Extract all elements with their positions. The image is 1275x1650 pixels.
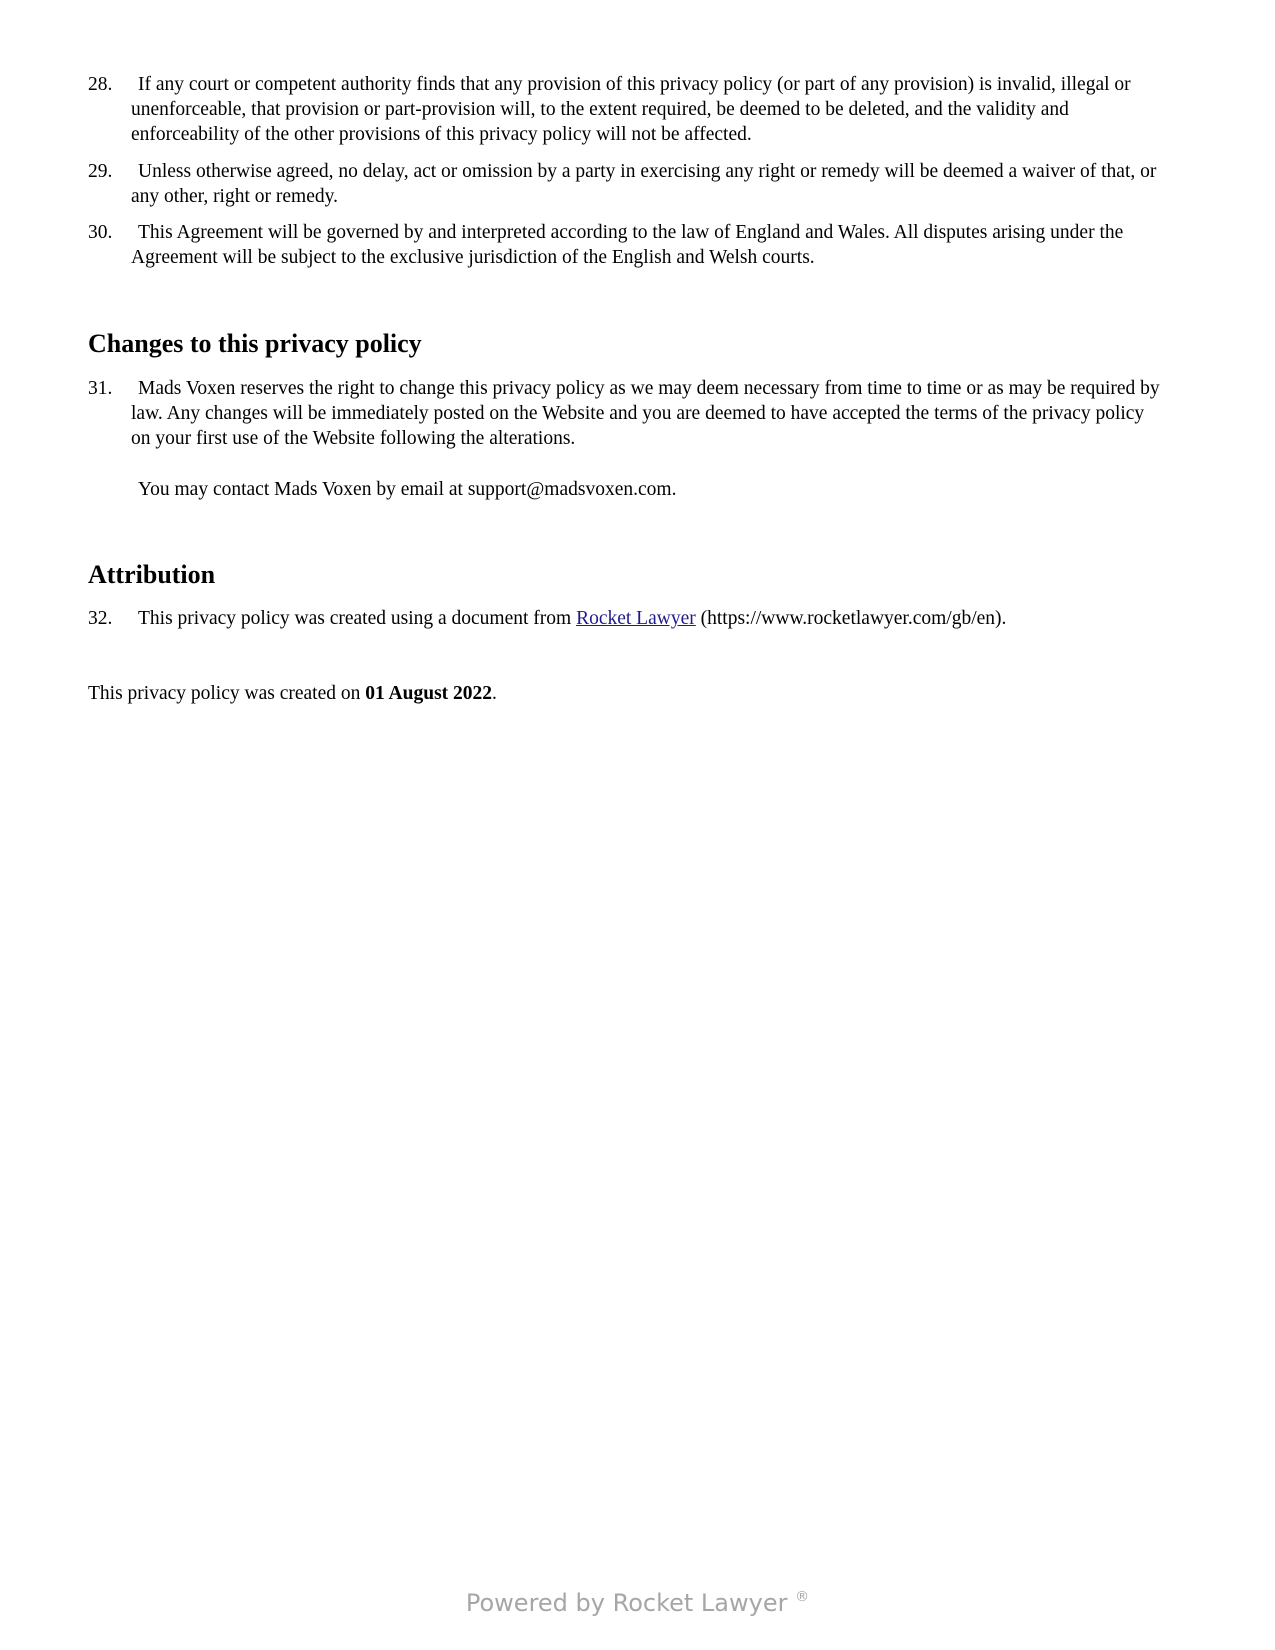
contact-line: You may contact Mads Voxen by email at support@madsvoxen.com. <box>138 479 677 500</box>
clause-number: 32. <box>88 608 113 629</box>
attribution-heading: Attribution <box>88 560 216 589</box>
clause-number: 31. <box>88 378 113 399</box>
clause-number: 30. <box>88 222 113 243</box>
created-suffix: . <box>492 683 497 704</box>
powered-by-footer <box>0 1582 1275 1618</box>
clause-31 <box>88 376 1168 451</box>
clause-number: 29. <box>88 161 113 182</box>
clause-32 <box>88 606 1168 631</box>
clause-text: Mads Voxen reserves the right to change this privacy policy as we may deem necessary from time to time or as may be required by law. Any changes will be immediately posted on the Website and you are deemed to have accepted the terms of the privacy policy on your first use of the Website following the alterations. <box>131 378 1160 449</box>
clause-number: 28. <box>88 74 113 95</box>
clause-29 <box>88 159 1168 209</box>
attribution-text-before: This privacy policy was created using a document from <box>138 608 577 629</box>
clause-28 <box>88 72 1168 147</box>
clause-text: This Agreement will be governed by and interpreted according to the law of England and Wales. All disputes arising under the Agreement will be subject to the exclusive jurisdiction of the English and Welsh courts. <box>131 222 1124 268</box>
created-prefix: This privacy policy was created on <box>88 683 366 704</box>
attribution-text-after: (https://www.rocketlawyer.com/gb/en). <box>695 608 1007 629</box>
clause-text: Unless otherwise agreed, no delay, act or omission by a party in exercising any right or remedy will be deemed a waiver of that, or any other, right or remedy. <box>131 161 1157 207</box>
footer-text: Powered by Rocket Lawyer <box>465 1589 788 1617</box>
registered-mark: ® <box>795 1589 810 1605</box>
clause-text: If any court or competent authority finds that any provision of this privacy policy (or part of any provision) is invalid, illegal or unenforceable, that provision or part-provision will, to the extent required, be deemed to be deleted, and the validity and enforceability of the other provisions of this privacy policy will not be affected. <box>131 74 1131 145</box>
created-date: 01 August 2022 <box>365 683 493 704</box>
clause-text <box>131 606 1168 631</box>
clause-30 <box>88 220 1168 270</box>
rocket-lawyer-link[interactable]: Rocket Lawyer <box>576 608 696 629</box>
created-date-line <box>88 681 497 706</box>
changes-heading: Changes to this privacy policy <box>88 329 422 358</box>
